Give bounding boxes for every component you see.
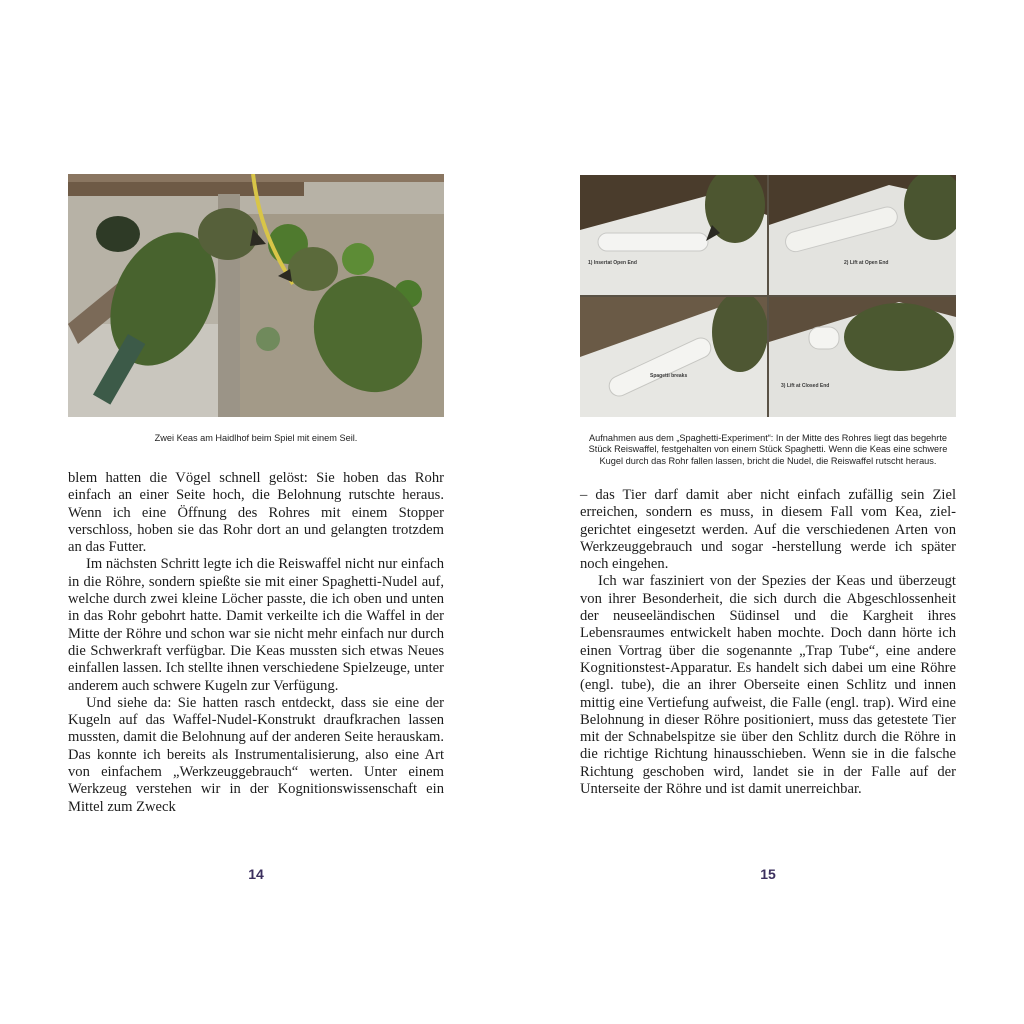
right-page	[512, 0, 1024, 1024]
panel-label: Spagetti breaks	[650, 373, 688, 379]
paragraph: Ich war fasziniert von der Spezies der Keas und überzeugt von ihrer Besonderheit, die sich durch die Abgeschlossenheit der neuseeländischen Südinsel und die Kargheit ihres Lebensraumes entwickelt haben mochte. Doch dann hörte ich einen Vortrag über die sogenannte „Trap Tube“, eine andere Kognitionstest-Apparatur. Es handelt sich dabei um eine Röhre (engl. tube), die an ihrer Oberseite einen Schlitz und innen mittig eine Vertiefung aufweist, die Falle (engl. trap). Wird eine Belohnung in dieser Röhre positioniert, muss das getestete Tier mit der Schnabelspitze sie über den Schlitz durch die Röhre in die richtige Richtung hinausschieben. Wenn sie in die falsche Richtung geschoben wird, landet sie in der Falle auf der Unterseite der Röhre und ist damit unerreichbar.	[580, 573, 956, 798]
photo-panel	[580, 175, 767, 295]
photo-panel	[769, 175, 956, 295]
body-text	[580, 487, 956, 798]
paragraph: blem hatten die Vögel schnell gelöst: Sie hoben das Rohr einfach an einer Seite hoch, die Belohnung rutschte heraus. Wenn ich eine Öffnung des Rohres mit einem Stopper verschloss, hoben sie das Rohr dort an und gelangten trotzdem an das Futter.	[68, 470, 444, 556]
photo-panel	[769, 297, 956, 417]
keas-illustration	[68, 174, 444, 417]
paragraph: Im nächsten Schritt legte ich die Reiswaffel nicht nur einfach in die Röhre, sondern spießte sie mit einer Spaghetti-Nudel auf, welche durch zwei kleine Löcher passte, die ich oben und unten in das Rohr gebohrt hatte. Damit verkeilte ich die Waffel in der Mitte der Röhre und schon war sie nicht mehr einfach nur durch die Schwerkraft verfügbar. Die Keas mussten sich etwas Neues einfallen lassen. Ich stellte ihnen verschiedene Spielzeuge, unter anderem auch schwere Kugeln zur Verfügung.	[68, 556, 444, 694]
paragraph: Und siehe da: Sie hatten rasch entdeckt, dass sie eine der Kugeln auf das Waffel-Nudel-Konstrukt draufkrachen lassen mussten, damit die Belohnung auf der anderen Seite herauskam. Das konnte ich bereits als Instrumentalisierung, also eine Art von einfachem „Werkzeuggebrauch“ werten. Unter einem Werkzeug verstehen wir in der Kognitionswissenschaft ein Mittel zum Zweck	[68, 694, 444, 815]
page-number: 15	[760, 866, 776, 882]
experiment-photo-grid	[580, 175, 956, 417]
panel-label: 1) Insertat Open End	[588, 260, 637, 266]
body-text	[68, 470, 444, 816]
panel-label: 3) Lift at Closed End	[781, 383, 830, 389]
photo-caption: Aufnahmen aus dem „Spaghetti-Experiment“: In der Mitte des Rohres liegt das begehrte Stück Reiswaffel, festgehalten von einem Stück Spaghetti. Wenn die Keas eine schwere Kugel durch das Rohr fallen lassen, bricht die Nudel, die Reiswaffel rutscht heraus.	[588, 433, 948, 466]
paragraph: – das Tier darf damit aber nicht einfach zufällig sein Ziel erreichen, sondern es muss, in diesem Fall vom Kea, zielgerichtet eingesetzt werden. Auf die verschiedenen Arten von Werkzeuggebrauch und sogar -herstellung werde ich später noch eingehen.	[580, 487, 956, 573]
photo-caption: Zwei Keas am Haidlhof beim Spiel mit einem Seil.	[154, 433, 358, 443]
photo-panel	[580, 297, 767, 417]
panel-label: 2) Lift at Open End	[844, 260, 889, 266]
keas-photo	[68, 174, 444, 417]
page-number: 14	[248, 866, 264, 882]
